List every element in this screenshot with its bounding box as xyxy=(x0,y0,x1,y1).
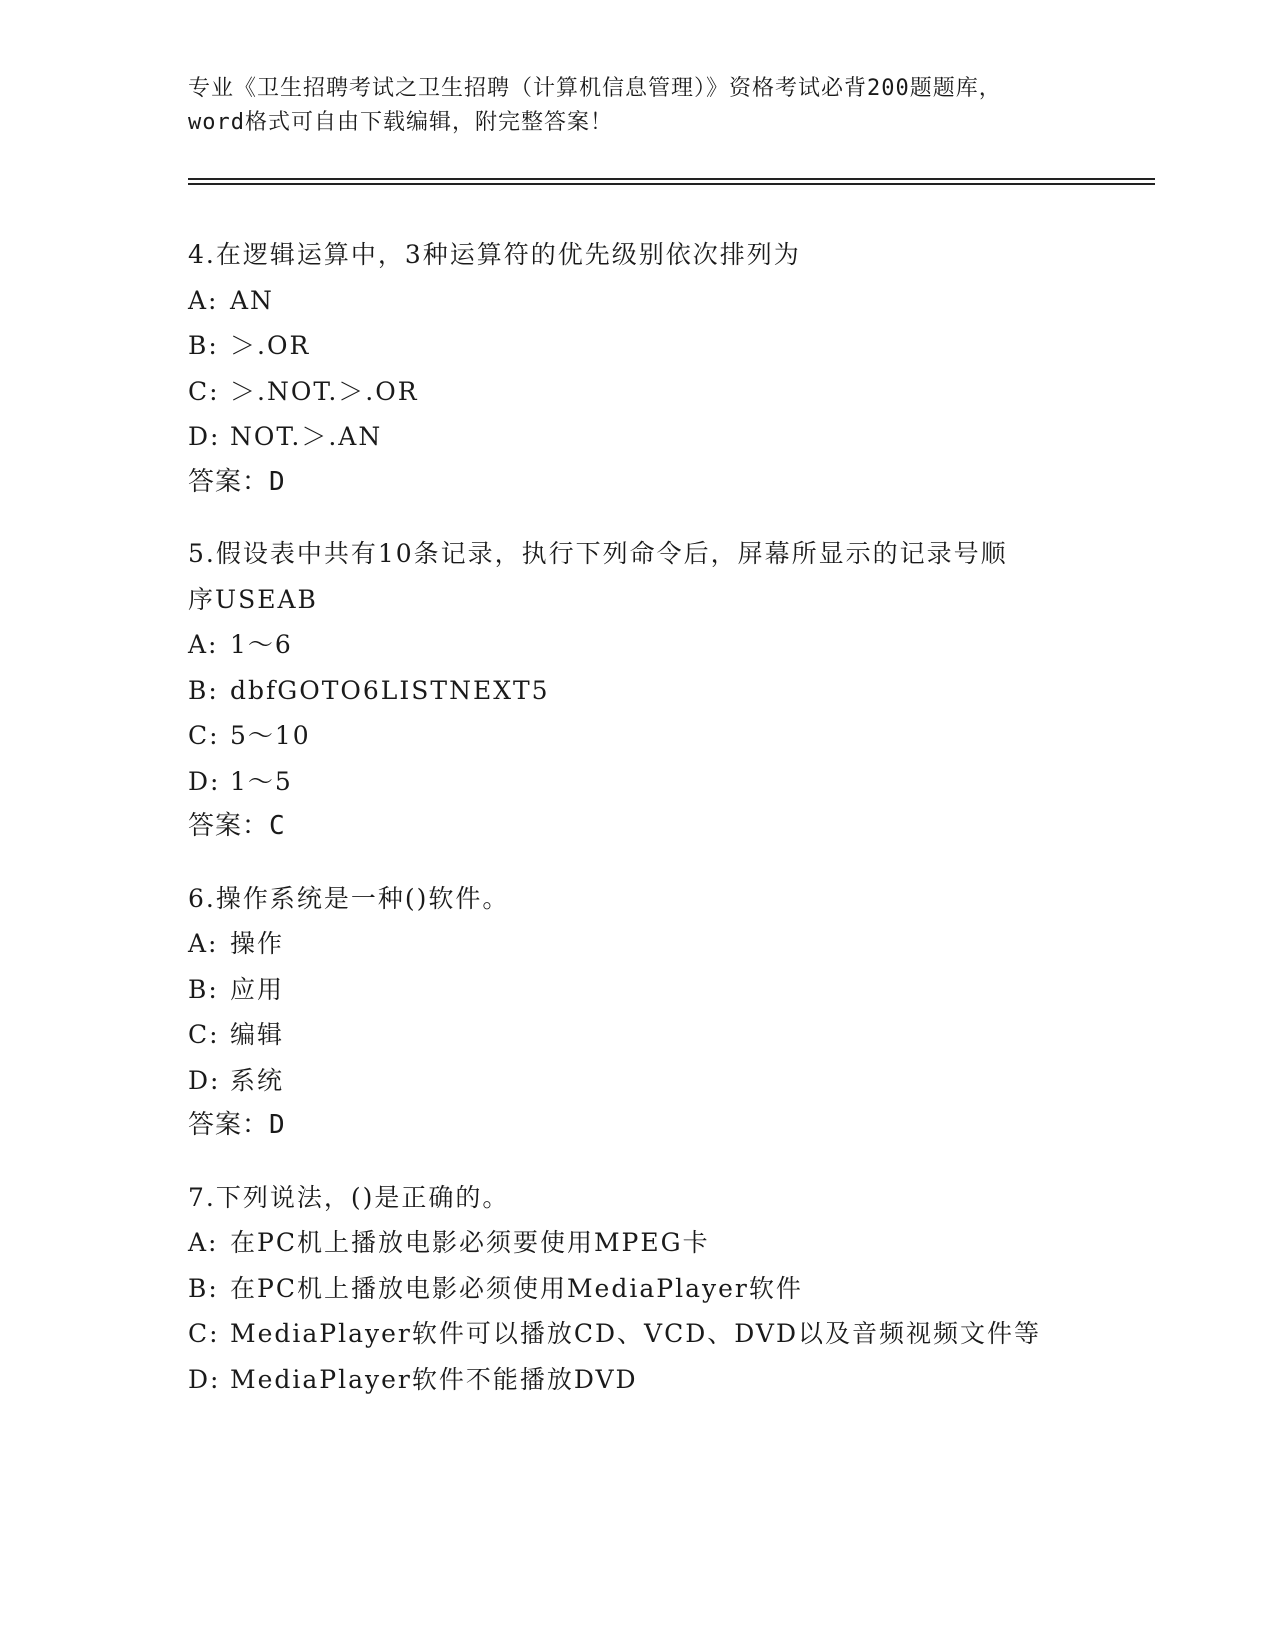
option-label: D: xyxy=(188,766,221,796)
option-label: A: xyxy=(188,929,219,958)
option-c xyxy=(188,713,1148,759)
option-text: 应用 xyxy=(230,974,285,1004)
option-text: MediaPlayer软件不能播放DVD xyxy=(230,1364,638,1394)
option-b xyxy=(188,668,1148,714)
option-label: B: xyxy=(188,1273,219,1303)
header-divider-top xyxy=(188,178,1155,180)
question-stem: 7.下列说法，()是正确的。 xyxy=(188,1182,510,1212)
question-4 xyxy=(188,232,1148,505)
option-text: 1～5 xyxy=(230,766,293,796)
option-d xyxy=(188,1058,1148,1104)
option-label: A: xyxy=(188,630,219,659)
option-b xyxy=(188,323,1148,369)
option-text: NOT.＞.AN xyxy=(230,422,383,451)
option-text: AN xyxy=(230,285,274,315)
header-line-2: word格式可自由下载编辑，附完整答案！ xyxy=(188,110,613,135)
question-7 xyxy=(188,1175,1148,1403)
option-a xyxy=(188,921,1148,967)
option-text: 系统 xyxy=(230,1065,285,1095)
option-label: B: xyxy=(188,675,219,705)
option-c xyxy=(188,1012,1148,1058)
option-label: B: xyxy=(188,974,219,1004)
option-b xyxy=(188,1266,1148,1312)
option-b xyxy=(188,967,1148,1013)
option-label: D: xyxy=(188,1364,221,1394)
question-stem: 6.操作系统是一种()软件。 xyxy=(188,883,510,913)
option-label: C: xyxy=(188,376,220,406)
option-c xyxy=(188,1311,1148,1357)
option-text: MediaPlayer软件可以播放CD、VCD、DVD以及音频视频文件等 xyxy=(230,1319,1041,1348)
option-text: 操作 xyxy=(230,929,285,958)
question-list xyxy=(188,232,1148,1428)
option-c xyxy=(188,369,1148,415)
option-label: A: xyxy=(188,1228,219,1257)
option-text: 在PC机上播放电影必须使用MediaPlayer软件 xyxy=(230,1273,803,1303)
option-d xyxy=(188,759,1148,805)
answer-line: 答案：D xyxy=(188,466,286,497)
header-divider-bottom xyxy=(188,183,1155,185)
option-text: ＞.NOT.＞.OR xyxy=(230,376,419,406)
answer-line: 答案：D xyxy=(188,1110,286,1140)
option-a xyxy=(188,622,1148,668)
option-d xyxy=(188,1357,1148,1403)
option-label: C: xyxy=(188,1319,220,1348)
option-label: B: xyxy=(188,331,219,360)
option-text: 编辑 xyxy=(230,1020,285,1049)
option-text: dbfGOTO6LISTNEXT5 xyxy=(230,675,550,705)
option-a xyxy=(188,278,1148,324)
option-label: A: xyxy=(188,285,219,315)
option-a xyxy=(188,1220,1148,1266)
question-stem: 4.在逻辑运算中，3种运算符的优先级别依次排列为 xyxy=(188,240,801,269)
question-stem-continued: 序USEAB xyxy=(188,584,318,614)
option-text: 1～6 xyxy=(230,630,293,659)
option-label: D: xyxy=(188,1065,221,1095)
option-text: 5～10 xyxy=(230,721,311,750)
question-stem: 5.假设表中共有10条记录，执行下列命令后，屏幕所显示的记录号顺 xyxy=(188,539,1008,568)
option-text: ＞.OR xyxy=(230,331,311,360)
document-header xyxy=(188,72,1088,140)
header-line-1: 专业《卫生招聘考试之卫生招聘（计算机信息管理）》资格考试必背200题题库， xyxy=(188,76,1002,101)
question-6 xyxy=(188,876,1148,1149)
question-5 xyxy=(188,531,1148,850)
option-label: D: xyxy=(188,422,221,451)
answer-line: 答案：C xyxy=(188,811,286,841)
option-label: C: xyxy=(188,1020,220,1049)
option-text: 在PC机上播放电影必须要使用MPEG卡 xyxy=(230,1228,710,1257)
option-label: C: xyxy=(188,721,220,750)
option-d xyxy=(188,414,1148,460)
